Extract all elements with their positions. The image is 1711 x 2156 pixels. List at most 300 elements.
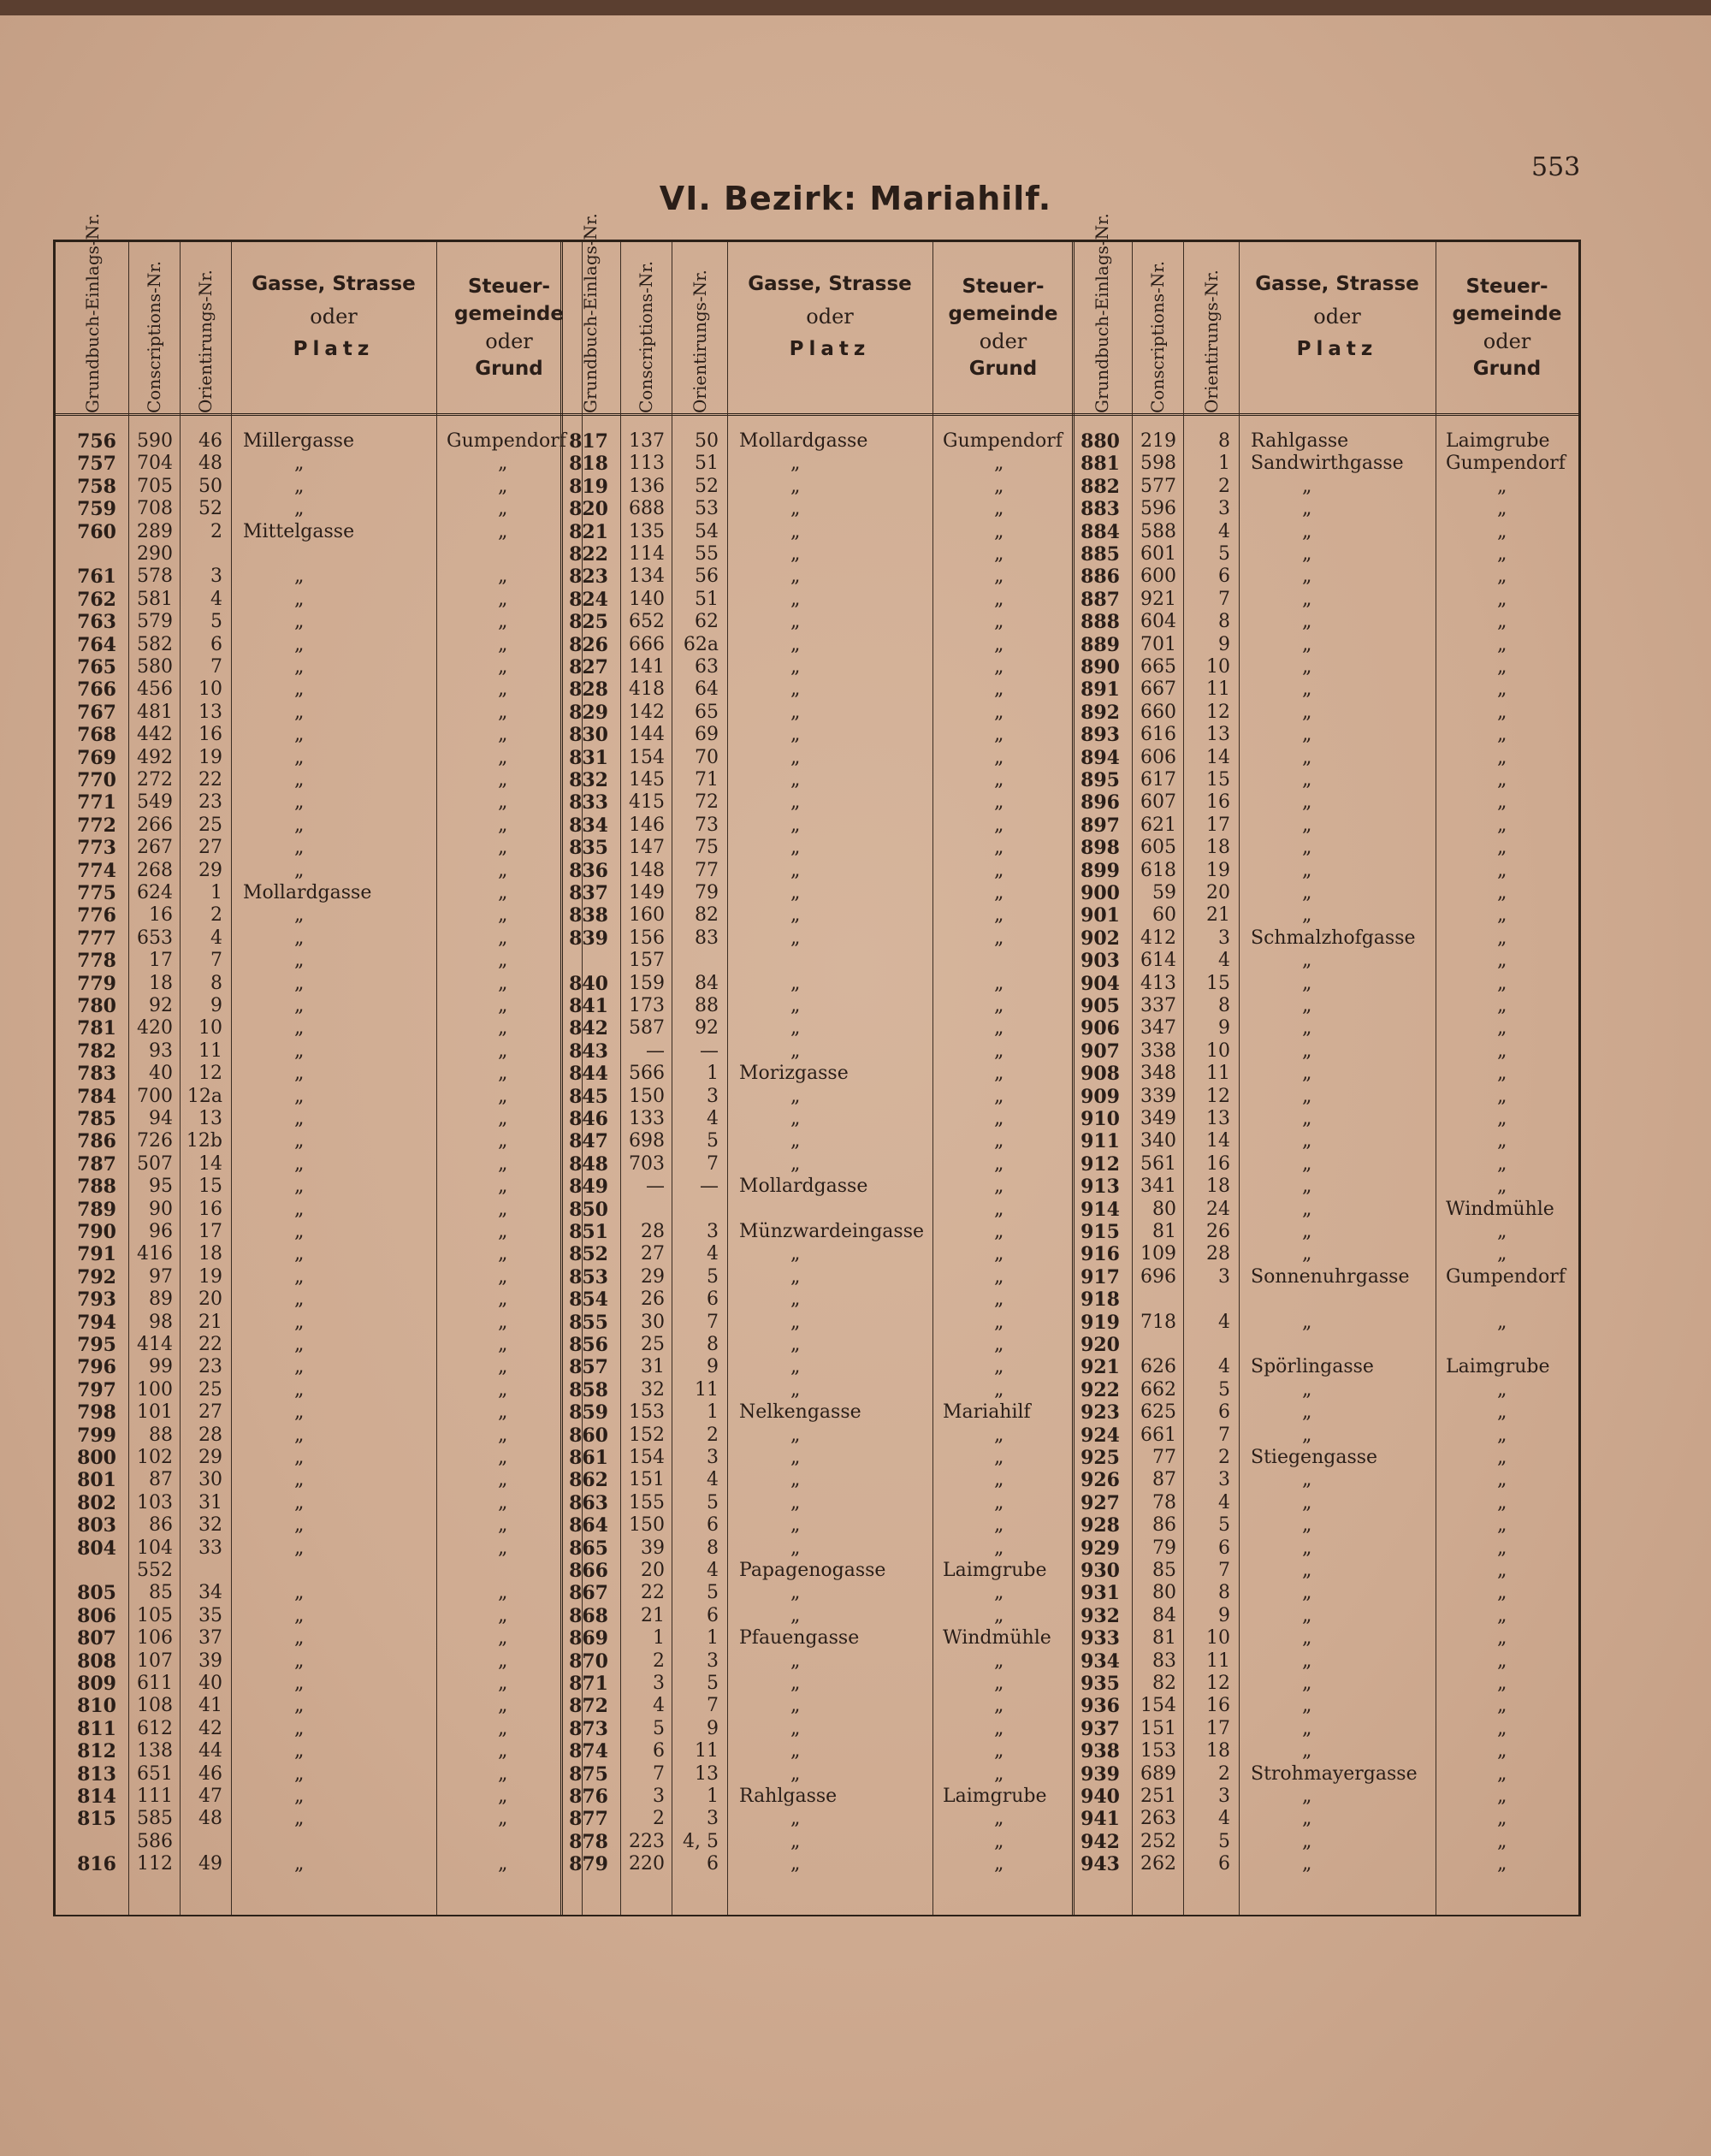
orientirungs-nr: 4 <box>1218 950 1230 972</box>
grundbuch-nr <box>56 1560 116 1582</box>
steuergemeinde: „ <box>994 995 1004 1016</box>
orientirungs-nr: 14 <box>198 1152 222 1175</box>
street-name: „ <box>1302 566 1312 588</box>
street-name: „ <box>1302 859 1312 881</box>
steuergemeinde: „ <box>1497 1627 1507 1650</box>
grundbuch-nr: 823 <box>569 566 608 589</box>
steuergemeinde: „ <box>1497 1560 1507 1581</box>
street-name: „ <box>790 859 801 881</box>
steuergemeinde: „ <box>498 1176 508 1198</box>
street-name: „ <box>294 1740 305 1762</box>
street-name: „ <box>294 1401 305 1424</box>
header-gasse <box>1239 268 1436 365</box>
conscriptions-nr: 921 <box>1140 588 1176 610</box>
steuergemeinde: Laimgrube <box>943 1786 1047 1807</box>
conscriptions-nr: 662 <box>1140 1378 1176 1401</box>
street-name: „ <box>294 859 305 881</box>
steuergemeinde: „ <box>1497 1762 1507 1785</box>
header-gasse <box>727 268 932 365</box>
grundbuch-nr: 805 <box>77 1582 116 1605</box>
conscriptions-nr: 698 <box>629 1130 665 1152</box>
street-name <box>243 1560 436 1582</box>
street-name: „ <box>1302 904 1312 927</box>
conscriptions-nr: 88 <box>149 1424 173 1446</box>
conscriptions-nr: 481 <box>137 701 173 723</box>
conscriptions-nr: 617 <box>1140 769 1176 791</box>
grundbuch-nr: 928 <box>1080 1514 1120 1537</box>
steuergemeinde: „ <box>1497 588 1507 610</box>
conscriptions-nr: 414 <box>137 1334 173 1355</box>
conscriptions-nr: 87 <box>1152 1469 1176 1491</box>
street-name: „ <box>790 566 801 588</box>
street-name: „ <box>294 904 305 927</box>
street-name: „ <box>1302 1695 1312 1717</box>
steuergemeinde: „ <box>1497 1243 1507 1265</box>
street-name: „ <box>1302 1514 1312 1537</box>
orientirungs-nr: 12 <box>1206 701 1230 723</box>
orientirungs-nr: 3 <box>1218 1786 1230 1807</box>
grundbuch-nr: 914 <box>1080 1198 1120 1221</box>
street-name: „ <box>1302 1582 1312 1604</box>
street-name: „ <box>790 498 801 520</box>
steuergemeinde: „ <box>1497 1650 1507 1672</box>
street-name: „ <box>294 1085 305 1107</box>
orientirungs-nr: 52 <box>198 498 222 520</box>
grundbuch-nr: 876 <box>569 1786 608 1808</box>
steuergemeinde <box>943 950 1074 972</box>
grundbuch-nr: 756 <box>77 430 116 453</box>
orientirungs-nr: 4 <box>707 1469 719 1491</box>
grundbuch-nr: 841 <box>569 995 608 1017</box>
steuergemeinde: „ <box>498 1447 508 1468</box>
street-name: „ <box>1302 1311 1312 1333</box>
steuergemeinde: „ <box>498 769 508 791</box>
conscriptions-nr: 80 <box>1152 1582 1176 1604</box>
street-name: „ <box>1302 791 1312 814</box>
steuergemeinde: „ <box>994 1717 1004 1739</box>
orientirungs-nr: 3 <box>1218 498 1230 520</box>
steuergemeinde: „ <box>994 1695 1004 1717</box>
orientirungs-nr: 4 <box>210 588 222 610</box>
street-name: „ <box>1302 1017 1312 1040</box>
conscriptions-nr: 112 <box>137 1853 173 1875</box>
orientirungs-nr: 18 <box>1206 837 1230 859</box>
grundbuch-nr: 848 <box>569 1152 608 1176</box>
orientirungs-nr: 16 <box>1206 1695 1230 1717</box>
conscriptions-nr: 219 <box>1140 430 1176 452</box>
street-name <box>739 1199 932 1221</box>
orientirungs-nr: 62a <box>683 633 719 655</box>
conscriptions-nr: 492 <box>137 746 173 768</box>
street-name: „ <box>1302 475 1312 497</box>
orientirungs-nr: 5 <box>707 1130 719 1152</box>
street-name: „ <box>1302 1130 1312 1152</box>
orientirungs-nr: 1 <box>210 882 222 903</box>
orientirungs-nr: 11 <box>1206 1650 1230 1672</box>
steuergemeinde: „ <box>1497 1311 1507 1333</box>
orientirungs-nr: 8 <box>1218 611 1230 633</box>
steuergemeinde: „ <box>994 1469 1004 1491</box>
street-name: „ <box>294 1378 305 1401</box>
conscriptions-nr: 99 <box>149 1356 173 1378</box>
grundbuch-nr: 893 <box>1080 724 1120 747</box>
street-name: „ <box>790 1740 801 1762</box>
grundbuch-nr: 825 <box>569 611 608 634</box>
steuergemeinde: „ <box>1497 475 1507 497</box>
street-name: „ <box>1302 1604 1312 1626</box>
header-steuer-line3: oder <box>485 329 533 353</box>
street-name: „ <box>1302 1469 1312 1491</box>
conscriptions-nr <box>620 1199 665 1221</box>
conscriptions-nr: 81 <box>1152 1627 1176 1650</box>
conscriptions-nr: 93 <box>149 1040 173 1062</box>
orientirungs-nr: 47 <box>198 1786 222 1807</box>
conscriptions-nr: 21 <box>641 1604 665 1626</box>
steuergemeinde: „ <box>1497 701 1507 723</box>
street-name: Papagenogasse <box>739 1560 886 1581</box>
street-name: „ <box>790 1265 801 1288</box>
street-name: „ <box>1302 1717 1312 1739</box>
grundbuch-nr: 929 <box>1080 1537 1120 1560</box>
grundbuch-nr: 865 <box>569 1537 608 1560</box>
conscriptions-nr: 262 <box>1140 1853 1176 1875</box>
header-gasse-line3: Platz <box>293 338 375 360</box>
header-grundbuch-text: Grundbuch-Einlags-Nr. <box>1092 213 1112 413</box>
conscriptions-nr: 159 <box>629 972 665 994</box>
street-name: „ <box>1302 972 1312 994</box>
orientirungs-nr: 55 <box>695 543 719 565</box>
orientirungs-nr: 6 <box>1218 1537 1230 1559</box>
conscriptions-nr: 456 <box>137 678 173 701</box>
street-name: „ <box>790 1017 801 1040</box>
conscriptions-nr: 579 <box>137 611 173 633</box>
grundbuch-nr: 860 <box>569 1424 608 1447</box>
orientirungs-nr: 5 <box>707 1265 719 1288</box>
grundbuch-nr: 820 <box>569 498 608 521</box>
header-gasse-line2: oder <box>310 305 358 329</box>
grundbuch-nr: 877 <box>569 1808 608 1831</box>
street-name: „ <box>1302 837 1312 859</box>
conscriptions-nr: 268 <box>137 859 173 881</box>
grundbuch-nr: 938 <box>1080 1740 1120 1763</box>
page-title: VI. Bezirk: Mariahilf. <box>659 180 1052 217</box>
grundbuch-nr: 855 <box>569 1311 608 1334</box>
street-name: „ <box>294 1491 305 1513</box>
conscriptions-nr: 18 <box>149 972 173 994</box>
header-steuer-line1: Steuer- <box>962 275 1045 298</box>
conscriptions-nr: 590 <box>137 430 173 452</box>
conscriptions-nr: 96 <box>149 1221 173 1242</box>
orientirungs-nr: 28 <box>198 1424 222 1446</box>
steuergemeinde: „ <box>994 837 1004 859</box>
street-name: „ <box>790 1447 801 1468</box>
grundbuch-nr: 898 <box>1080 837 1120 860</box>
header-divider <box>56 413 1578 416</box>
steuergemeinde: „ <box>994 1853 1004 1875</box>
orientirungs-nr: 2 <box>210 904 222 927</box>
orientirungs-nr: 52 <box>695 475 719 497</box>
header-gasse-line3: Platz <box>1296 338 1378 360</box>
conscriptions-nr: 415 <box>629 791 665 814</box>
steuergemeinde: „ <box>1497 1537 1507 1559</box>
orientirungs-nr: 5 <box>210 611 222 633</box>
conscriptions-nr: 611 <box>137 1673 173 1694</box>
conscriptions-nr: 289 <box>137 520 173 542</box>
header-steuer-line3: oder <box>1483 329 1531 353</box>
street-name: „ <box>294 972 305 994</box>
steuergemeinde: „ <box>498 1627 508 1650</box>
steuergemeinde: Mariahilf <box>943 1401 1031 1424</box>
grundbuch-nr: 790 <box>77 1221 116 1243</box>
grundbuch-nr: 838 <box>569 904 608 927</box>
steuergemeinde: „ <box>994 633 1004 655</box>
street-name: „ <box>790 1808 801 1830</box>
conscriptions-nr: 150 <box>629 1514 665 1537</box>
steuergemeinde: „ <box>994 475 1004 497</box>
orientirungs-nr: 4 <box>1218 520 1230 542</box>
steuergemeinde: „ <box>1497 1604 1507 1626</box>
steuergemeinde: Gumpendorf <box>1446 1265 1566 1288</box>
orientirungs-nr: 14 <box>1206 746 1230 768</box>
orientirungs-nr: 70 <box>695 746 719 768</box>
conscriptions-nr: 152 <box>629 1424 665 1446</box>
grundbuch-nr: 861 <box>569 1447 608 1469</box>
grundbuch-nr: 762 <box>77 588 116 611</box>
steuergemeinde: „ <box>1497 1853 1507 1875</box>
conscriptions-nr: 582 <box>137 633 173 655</box>
orientirungs-nr <box>180 543 222 566</box>
steuergemeinde: „ <box>994 1130 1004 1152</box>
street-name: Morizgasse <box>739 1063 849 1085</box>
street-name: „ <box>294 927 305 949</box>
orientirungs-nr: 10 <box>198 678 222 701</box>
grundbuch-nr: 897 <box>1080 814 1120 837</box>
steuergemeinde: „ <box>994 1198 1004 1220</box>
grundbuch-nr: 779 <box>77 972 116 995</box>
grundbuch-nr: 780 <box>77 995 116 1017</box>
column-divider <box>932 242 933 1915</box>
conscriptions-nr: 652 <box>629 611 665 633</box>
conscriptions-nr: 416 <box>137 1243 173 1265</box>
conscriptions-nr: 94 <box>149 1108 173 1129</box>
street-name: „ <box>1302 633 1312 655</box>
street-name: „ <box>790 1853 801 1875</box>
orientirungs-nr: 16 <box>1206 791 1230 814</box>
steuergemeinde: „ <box>994 1582 1004 1604</box>
orientirungs-nr: 12 <box>198 1063 222 1085</box>
grundbuch-nr: 770 <box>77 769 116 791</box>
conscriptions-nr: 109 <box>1140 1243 1176 1265</box>
grundbuch-nr: 759 <box>77 498 116 521</box>
grundbuch-nr: 854 <box>569 1288 608 1312</box>
conscriptions-nr: 341 <box>1140 1176 1176 1198</box>
grundbuch-nr: 872 <box>569 1695 608 1718</box>
street-name: „ <box>294 995 305 1016</box>
grundbuch-nr: 768 <box>77 724 116 747</box>
steuergemeinde: „ <box>498 995 508 1016</box>
street-name <box>243 543 436 566</box>
steuergemeinde: „ <box>498 656 508 678</box>
street-name: „ <box>1302 520 1312 542</box>
orientirungs-nr: 28 <box>1206 1243 1230 1265</box>
grundbuch-nr: 782 <box>77 1040 116 1063</box>
steuergemeinde: Windmühle <box>1446 1198 1554 1220</box>
orientirungs-nr: 41 <box>198 1695 222 1717</box>
steuergemeinde: „ <box>1497 1085 1507 1107</box>
street-name: „ <box>1302 1085 1312 1107</box>
street-name: „ <box>294 1582 305 1604</box>
conscriptions-nr: 153 <box>1140 1740 1176 1762</box>
street-name: Schmalzhofgasse <box>1251 927 1416 949</box>
orientirungs-nr: 4 <box>707 1108 719 1129</box>
steuergemeinde: „ <box>498 1356 508 1378</box>
conscriptions-nr: 689 <box>1140 1762 1176 1785</box>
steuergemeinde: „ <box>498 1334 508 1355</box>
grundbuch-nr: 868 <box>569 1604 608 1627</box>
grundbuch-nr: 851 <box>569 1221 608 1243</box>
orientirungs-nr: 73 <box>695 814 719 836</box>
steuergemeinde: „ <box>498 1198 508 1220</box>
conscriptions-nr: 113 <box>629 453 665 475</box>
grundbuch-nr: 811 <box>77 1717 116 1740</box>
orientirungs-nr: 12 <box>1206 1673 1230 1694</box>
street-name: „ <box>790 1537 801 1559</box>
header-gasse-line1: Gasse, Strasse <box>748 273 912 295</box>
orientirungs-nr: 40 <box>198 1673 222 1694</box>
orientirungs-nr: 6 <box>707 1853 719 1875</box>
steuergemeinde: „ <box>498 724 508 746</box>
conscriptions-nr: 90 <box>149 1198 173 1220</box>
grundbuch-nr: 792 <box>77 1265 116 1288</box>
street-name: „ <box>790 1334 801 1355</box>
grundbuch-nr: 793 <box>77 1288 116 1312</box>
street-name: „ <box>1302 1063 1312 1085</box>
conscriptions-nr: 349 <box>1140 1108 1176 1129</box>
grundbuch-nr: 913 <box>1080 1176 1120 1199</box>
orientirungs-nr: 3 <box>707 1650 719 1672</box>
steuergemeinde: „ <box>994 1152 1004 1175</box>
steuergemeinde: „ <box>994 1830 1004 1852</box>
orientirungs-nr: 7 <box>707 1311 719 1333</box>
grundbuch-nr: 870 <box>569 1650 608 1673</box>
orientirungs-nr: 8 <box>1218 430 1230 452</box>
grundbuch-nr: 798 <box>77 1401 116 1424</box>
orientirungs-nr: 48 <box>198 1808 222 1830</box>
conscriptions-nr: 6 <box>653 1740 665 1762</box>
orientirungs-nr: 32 <box>198 1514 222 1537</box>
orientirungs-nr: 6 <box>1218 1401 1230 1424</box>
orientirungs-nr: 7 <box>210 950 222 972</box>
conscriptions-nr: 154 <box>1140 1695 1176 1717</box>
grundbuch-nr: 890 <box>1080 656 1120 678</box>
grundbuch-nr: 795 <box>77 1334 116 1356</box>
conscriptions-nr: 586 <box>137 1830 173 1852</box>
grundbuch-nr: 815 <box>77 1808 116 1831</box>
street-name: „ <box>790 1469 801 1491</box>
steuergemeinde: „ <box>1497 1740 1507 1762</box>
conscriptions-nr: 30 <box>641 1311 665 1333</box>
grundbuch-nr: 920 <box>1080 1334 1120 1356</box>
street-name: „ <box>294 1537 305 1559</box>
steuergemeinde: „ <box>498 1673 508 1694</box>
street-name: „ <box>294 769 305 791</box>
street-name: „ <box>790 520 801 542</box>
conscriptions-nr: 614 <box>1140 950 1176 972</box>
orientirungs-nr: 34 <box>198 1582 222 1604</box>
street-name: „ <box>1302 724 1312 746</box>
conscriptions-nr: 588 <box>1140 520 1176 542</box>
header-gasse-line3: Platz <box>789 338 871 360</box>
steuergemeinde: „ <box>994 1424 1004 1446</box>
street-name: „ <box>294 1063 305 1085</box>
grundbuch-nr: 781 <box>77 1017 116 1040</box>
steuergemeinde: „ <box>498 904 508 927</box>
conscriptions-nr: 600 <box>1140 566 1176 588</box>
conscriptions-nr: 4 <box>653 1695 665 1717</box>
orientirungs-nr: 10 <box>1206 1040 1230 1062</box>
street-name: „ <box>1302 1491 1312 1513</box>
steuergemeinde: „ <box>498 498 508 520</box>
grundbuch-nr: 910 <box>1080 1108 1120 1130</box>
steuergemeinde: „ <box>498 1401 508 1424</box>
steuergemeinde: „ <box>994 1514 1004 1537</box>
street-name: „ <box>294 1808 305 1830</box>
steuergemeinde: „ <box>498 1085 508 1107</box>
street-name: „ <box>1302 1537 1312 1559</box>
steuergemeinde: „ <box>1497 950 1507 972</box>
street-name: „ <box>790 814 801 836</box>
grundbuch-nr: 794 <box>77 1311 116 1334</box>
street-name: „ <box>790 701 801 723</box>
orientirungs-nr: 37 <box>198 1627 222 1650</box>
street-name: „ <box>294 1288 305 1311</box>
street-name: Rahlgasse <box>1251 430 1349 452</box>
grundbuch-nr: 846 <box>569 1108 608 1130</box>
conscriptions-nr: 133 <box>629 1108 665 1129</box>
steuergemeinde: „ <box>994 972 1004 994</box>
conscriptions-nr: 348 <box>1140 1063 1176 1085</box>
grundbuch-nr: 903 <box>1080 950 1120 973</box>
street-name: „ <box>294 950 305 972</box>
steuergemeinde: „ <box>994 1762 1004 1785</box>
steuergemeinde: „ <box>1497 1673 1507 1694</box>
header-conscriptions-text: Conscriptions-Nr. <box>636 260 656 413</box>
steuergemeinde: „ <box>498 1491 508 1513</box>
steuergemeinde: „ <box>1497 837 1507 859</box>
steuergemeinde: „ <box>1497 814 1507 836</box>
grundbuch-nr: 869 <box>569 1627 608 1650</box>
grundbuch-nr: 933 <box>1080 1627 1120 1650</box>
street-name: „ <box>790 1491 801 1513</box>
conscriptions-nr: 147 <box>629 837 665 859</box>
orientirungs-nr: 39 <box>198 1650 222 1672</box>
orientirungs-nr: 50 <box>198 475 222 497</box>
street-name: „ <box>1302 656 1312 678</box>
grundbuch-nr: 882 <box>1080 475 1120 498</box>
conscriptions-nr: 85 <box>149 1582 173 1604</box>
orientirungs-nr: 11 <box>1206 1063 1230 1085</box>
grundbuch-nr: 931 <box>1080 1582 1120 1605</box>
orientirungs-nr: 23 <box>198 791 222 814</box>
street-name: „ <box>1302 611 1312 633</box>
steuergemeinde: „ <box>498 972 508 994</box>
steuergemeinde: „ <box>1497 633 1507 655</box>
conscriptions-nr: 703 <box>629 1152 665 1175</box>
steuergemeinde: „ <box>1497 678 1507 701</box>
conscriptions-nr: 618 <box>1140 859 1176 881</box>
conscriptions-nr: 290 <box>137 543 173 565</box>
steuergemeinde: „ <box>994 724 1004 746</box>
